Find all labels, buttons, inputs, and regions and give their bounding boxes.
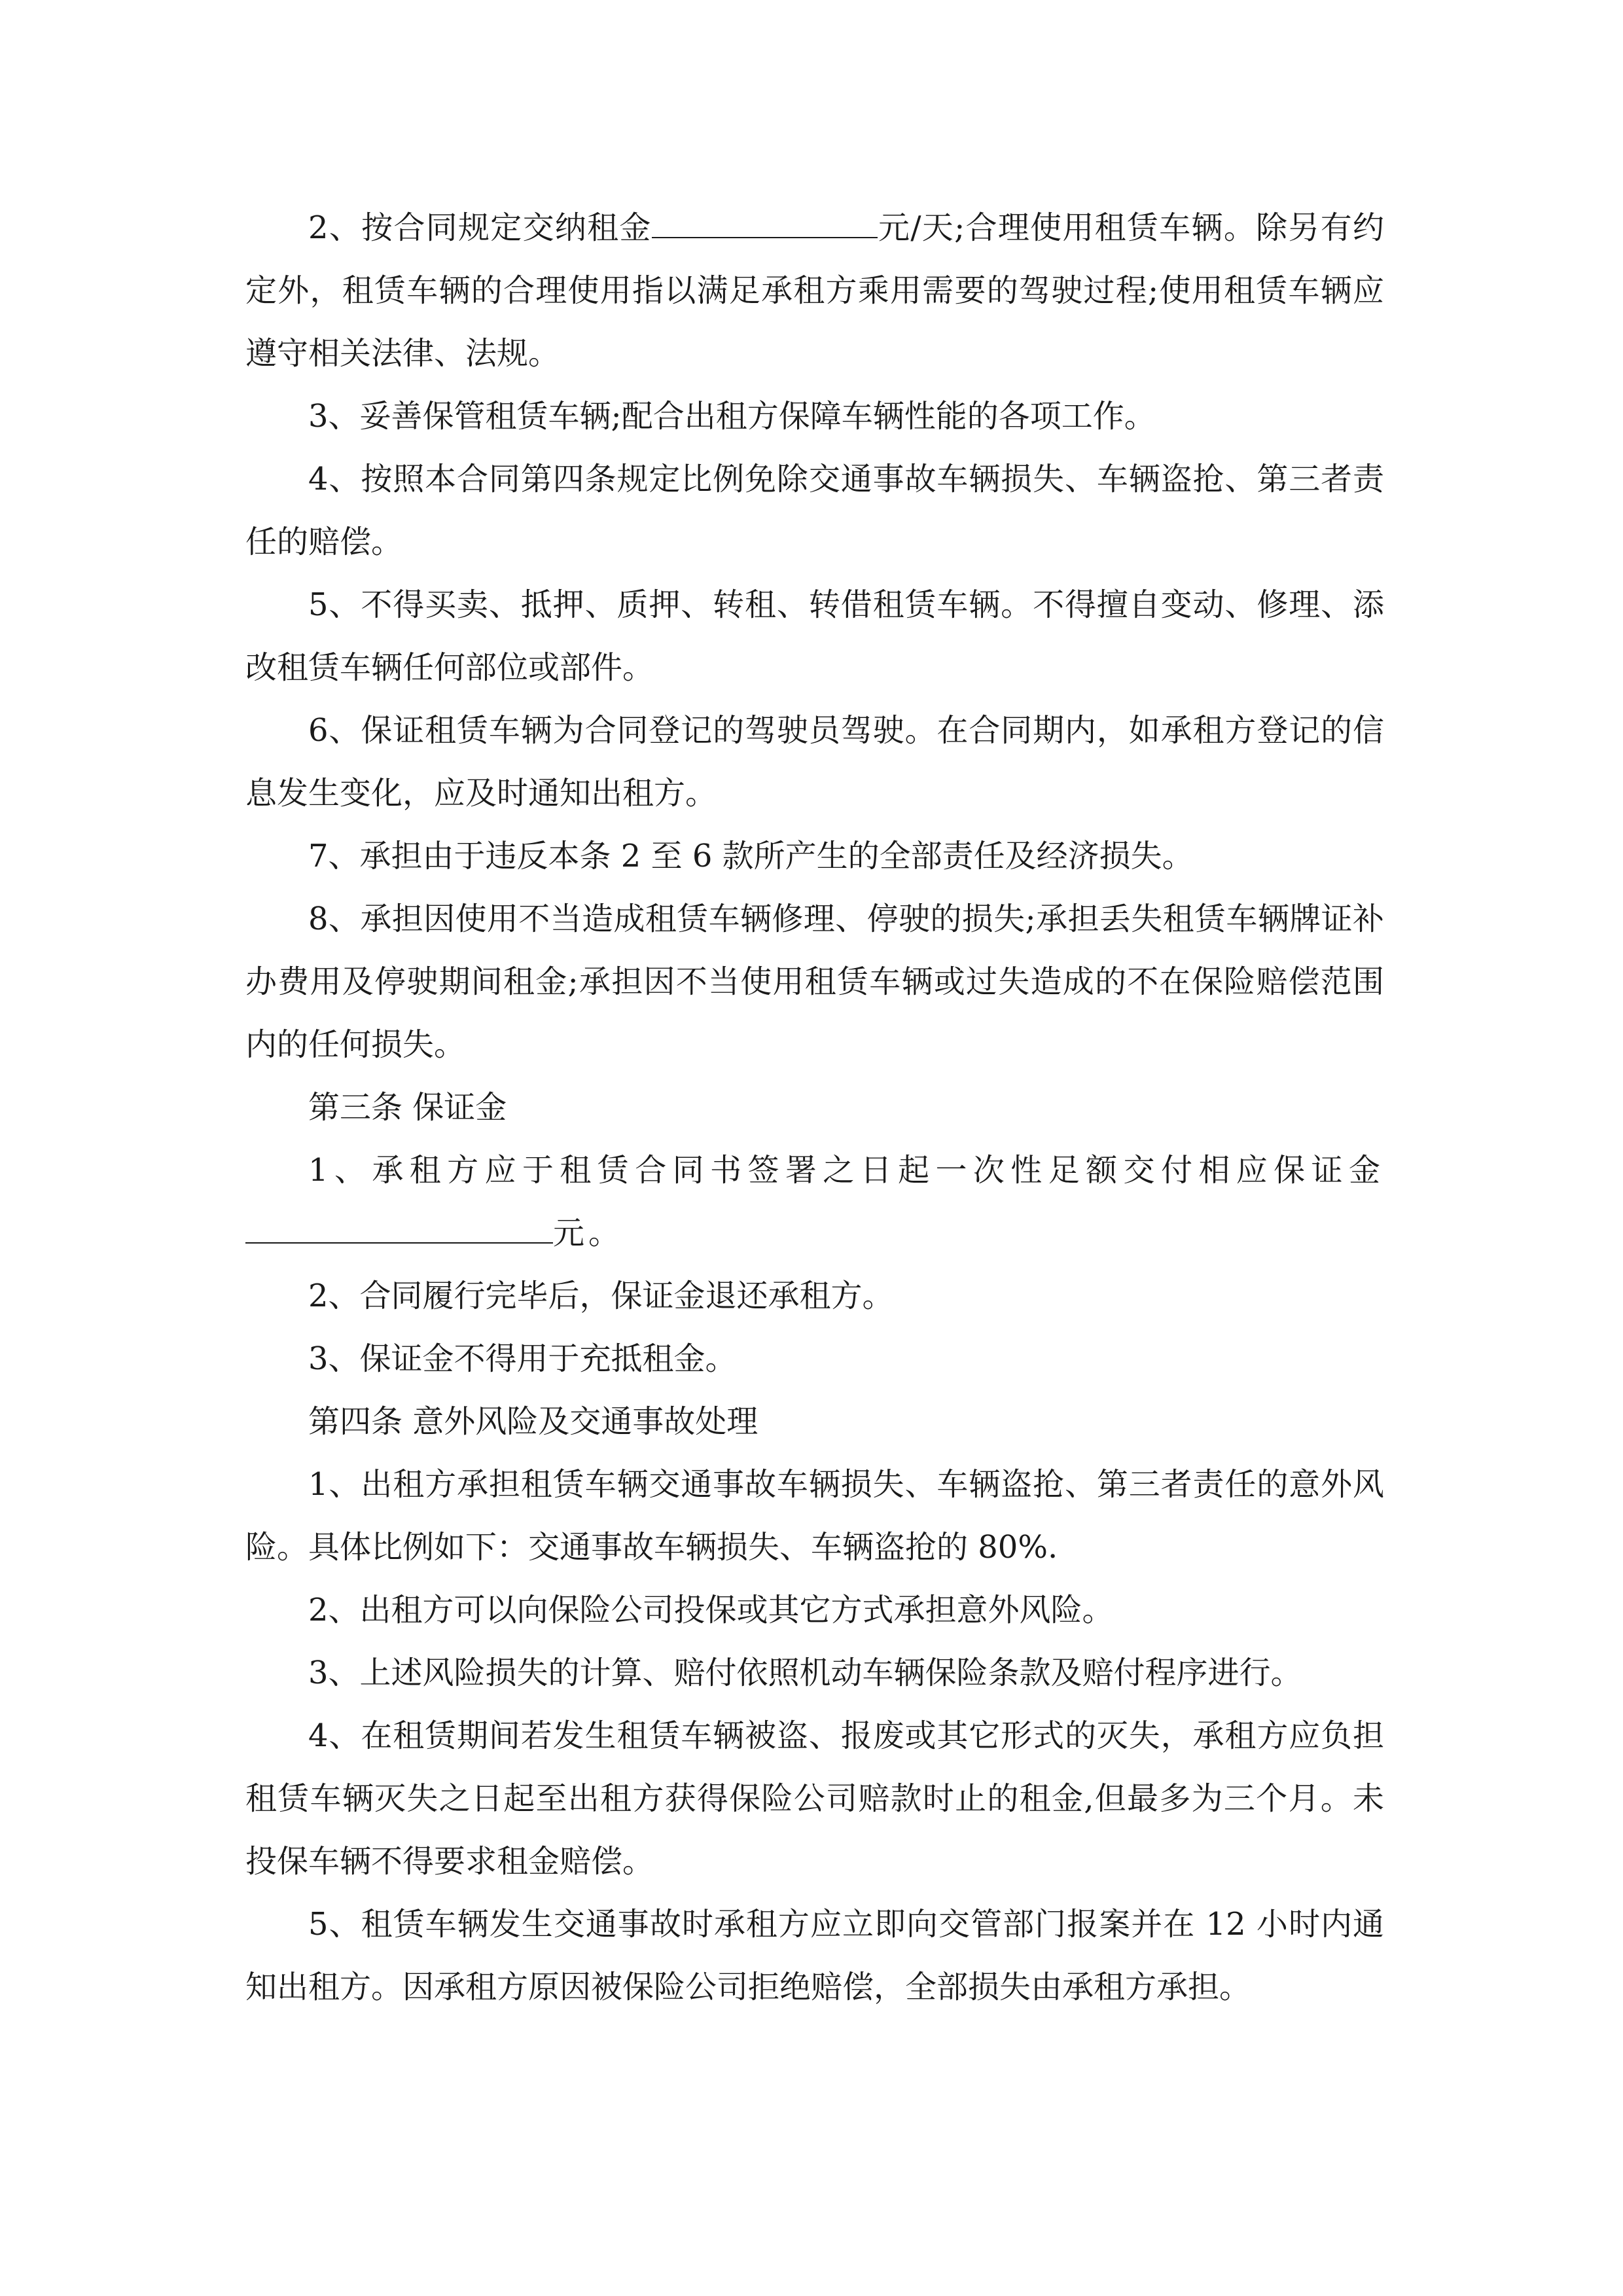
clause-2-text-after: 元/天;合理使用租赁车辆。除另有约定外，租赁车辆的合理使用指以满足承租方乘用需要的驾驶过程;使用租赁车辆应遵守相关法律、法规。 [245,209,1384,372]
deposit-clause-1 [245,1139,1384,1265]
risk-clause-1: 1、出租方承担租赁车辆交通事故车辆损失、车辆盗抢、第三者责任的意外风险。具体比例如下：交通事故车辆损失、车辆盗抢的 80%. [245,1466,1384,1566]
rent-amount-blank [652,198,878,238]
risk-clause-4: 4、在租赁期间若发生租赁车辆被盗、报废或其它形式的灭失，承租方应负担租赁车辆灭失之日起至出租方获得保险公司赔款时止的租金,但最多为三个月。未投保车辆不得要求租金赔偿。 [245,1717,1384,1880]
risk-clause-2: 2、出租方可以向保险公司投保或其它方式承担意外风险。 [308,1592,1114,1628]
risk-clause-3: 3、上述风险损失的计算、赔付依照机动车辆保险条款及赔付程序进行。 [308,1655,1302,1691]
clause-2-text-before: 2、按合同规定交纳租金 [308,209,652,246]
deposit-clause-2: 2、合同履行完毕后，保证金退还承租方。 [308,1278,894,1314]
clause-8-improper-use-losses: 8、承担因使用不当造成租赁车辆修理、停驶的损失;承担丢失租赁车辆牌证补办费用及停驶期间租金;承担因不当使用租赁车辆或过失造成的不在保险赔偿范围内的任何损失。 [245,901,1384,1063]
clause-7-violation-liability: 7、承担由于违反本条 2 至 6 款所产生的全部责任及经济损失。 [308,838,1194,874]
clause-2-rent-payment [245,196,1384,385]
deposit-amount-blank [245,1203,553,1244]
risk-clause-5: 5、租赁车辆发生交通事故时承租方应立即向交管部门报案并在 12 小时内通知出租方。因承租方原因被保险公司拒绝赔偿，全部损失由承租方承担。 [245,1906,1384,2005]
document-body [245,196,1384,2018]
deposit-clause-1-text-before: 1、承租方应于租赁合同书签署之日起一次性足额交付相应保证金 [308,1152,1384,1189]
clause-6-registered-driver: 6、保证租赁车辆为合同登记的驾驶员驾驶。在合同期内，如承租方登记的信息发生变化，应及时通知出租方。 [245,712,1384,812]
article-4-heading: 第四条 意外风险及交通事故处理 [308,1403,758,1440]
clause-3-vehicle-care: 3、妥善保管租赁车辆;配合出租方保障车辆性能的各项工作。 [308,398,1156,435]
clause-4-liability-exemption: 4、按照本合同第四条规定比例免除交通事故车辆损失、车辆盗抢、第三者责任的赔偿。 [245,461,1384,560]
deposit-clause-1-text-after: 元。 [553,1215,624,1251]
deposit-clause-3: 3、保证金不得用于充抵租金。 [308,1340,737,1377]
article-3-heading: 第三条 保证金 [308,1089,507,1126]
clause-5-prohibited-actions: 5、不得买卖、抵押、质押、转租、转借租赁车辆。不得擅自变动、修理、添改租赁车辆任何部位或部件。 [245,586,1384,686]
